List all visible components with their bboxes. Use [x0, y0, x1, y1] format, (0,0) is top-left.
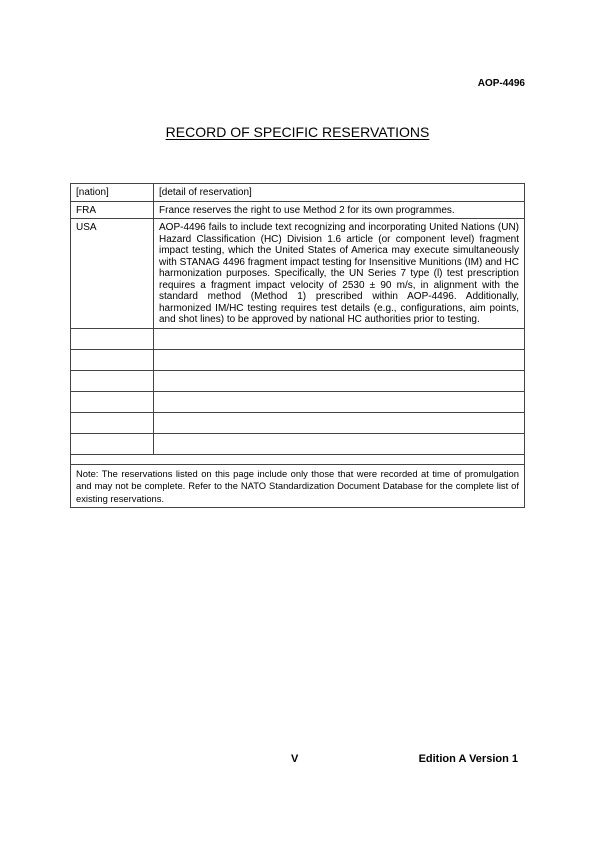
detail-header-cell: [detail of reservation] — [154, 184, 525, 202]
empty-table-row — [71, 391, 525, 412]
document-reference: AOP-4496 — [477, 78, 525, 89]
empty-table-row — [71, 412, 525, 433]
table-row — [71, 201, 525, 219]
nation-cell: USA — [71, 219, 154, 329]
empty-table-row — [71, 433, 525, 454]
edition-label: Edition A Version 1 — [418, 753, 518, 765]
detail-cell: France reserves the right to use Method 2 for its own programmes. — [154, 201, 525, 219]
empty-detail-cell — [154, 328, 525, 349]
empty-nation-cell — [71, 433, 154, 454]
page-number: V — [291, 753, 299, 765]
empty-nation-cell — [71, 349, 154, 370]
table-header-row — [71, 184, 525, 202]
empty-detail-cell — [154, 391, 525, 412]
detail-cell: AOP-4496 fails to include text recognizing and incorporating United Nations (UN) Hazard Classification (HC) Division 1.6 article (or component level) fragment impact testing, which the United States of America may execute simultaneously with STANAG 4496 fragment impact testing for Insensitive Munitions (IM) and HC harmonization purposes. Specifically, the UN Series 7 type (l) test prescription requires a fragment impact velocity of 2530 ± 90 m/s, in alignment with the standard method (Method 1) prescribed within AOP-4496. Additionally, harmonized IM/HC testing requires test details (e.g., configurations, aim points, and shot lines) to be approved by national HC authorities prior to testing. — [154, 219, 525, 329]
nation-header-cell: [nation] — [71, 184, 154, 202]
spacer-row — [71, 454, 525, 464]
spacer-cell — [71, 454, 525, 464]
empty-nation-cell — [71, 391, 154, 412]
page-title: RECORD OF SPECIFIC RESERVATIONS — [165, 124, 430, 140]
note-row — [71, 464, 525, 508]
empty-detail-cell — [154, 433, 525, 454]
empty-detail-cell — [154, 412, 525, 433]
empty-detail-cell — [154, 370, 525, 391]
nation-cell: FRA — [71, 201, 154, 219]
empty-table-row — [71, 328, 525, 349]
empty-table-row — [71, 349, 525, 370]
table-row — [71, 219, 525, 329]
empty-detail-cell — [154, 349, 525, 370]
empty-nation-cell — [71, 328, 154, 349]
note-text: Note: The reservations listed on this page include only those that were recorded at time of promulgation and may not be complete. Refer to the NATO Standardization Document Database for the complete list of existing reservations. — [71, 464, 525, 508]
empty-table-row — [71, 370, 525, 391]
empty-nation-cell — [71, 412, 154, 433]
reservations-table — [70, 183, 525, 508]
empty-nation-cell — [71, 370, 154, 391]
